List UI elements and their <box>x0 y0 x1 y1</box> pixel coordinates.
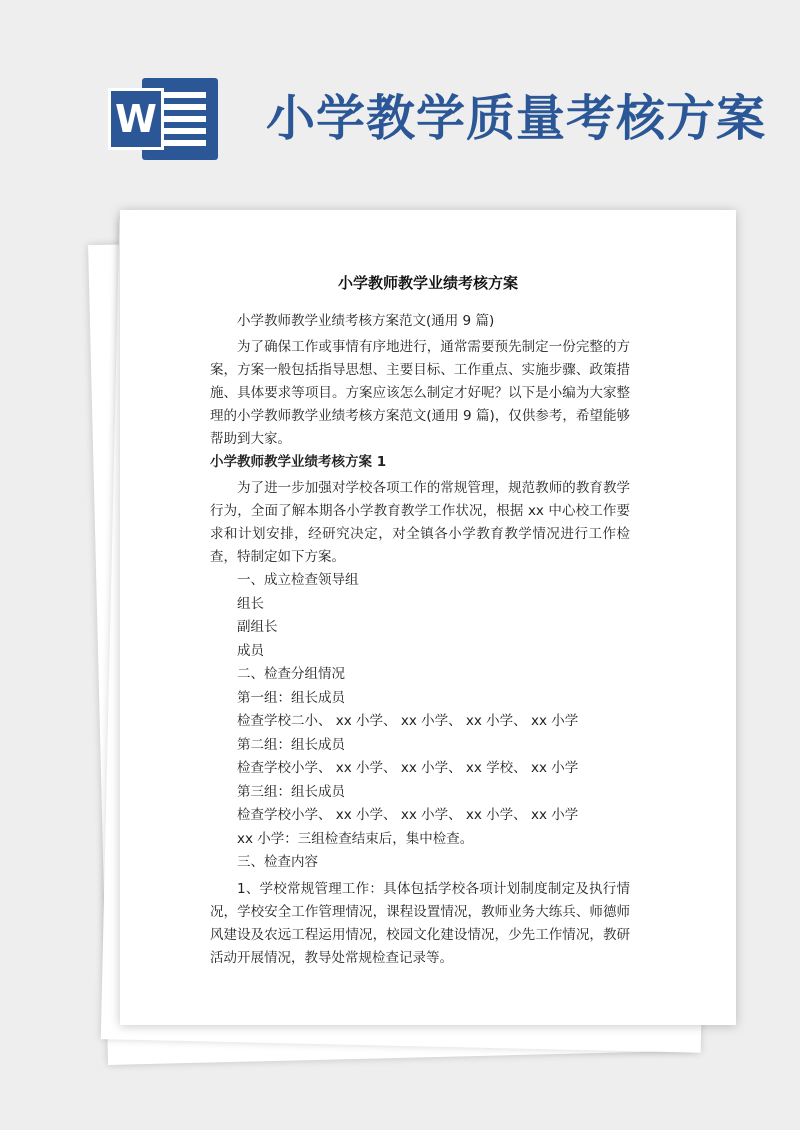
list-item: 二、检查分组情况 <box>237 666 345 682</box>
list-item: 第三组：组长成员 <box>237 783 345 800</box>
intro-paragraph: 为了确保工作或事情有序地进行，通常需要预先制定一份完整的方案，方案一般包括指导思想、主要目标、工作重点、实施步骤、政策措施、具体要求等项目。方案应该怎么制定才好呢？以下是小编为大家整理的小学教师教学业绩考核方案范文(通用 9 篇)，仅供参考，希望能够帮助到大家。 <box>210 339 630 447</box>
list-item: 第一组：组长成员 <box>237 689 345 706</box>
page-header <box>0 0 800 200</box>
section-paragraph: 为了进一步加强对学校各项工作的常规管理，规范教师的教育教学行为，全面了解本期各小学教育教学工作状况，根据 xx 中心校工作要求和计划安排，经研究决定，对全镇各小学教育教学情况进行工作检查，特制定如下方案。 <box>210 480 630 565</box>
list-item: 组长 <box>237 595 264 612</box>
list-item: xx 小学：三组检查结束后，集中检查。 <box>237 830 474 847</box>
list-item: 检查学校小学、 xx 小学、 xx 小学、 xx 学校、 xx 小学 <box>237 760 579 776</box>
list-item: 第二组：组长成员 <box>237 736 345 753</box>
document-page <box>120 210 736 1025</box>
list-item: 三、检查内容 <box>237 854 318 870</box>
list-item: 成员 <box>237 642 264 659</box>
document-subtitle: 小学教师教学业绩考核方案范文(通用 9 篇) <box>237 313 495 329</box>
list-item: 检查学校二小、 xx 小学、 xx 小学、 xx 小学、 xx 小学 <box>237 713 579 729</box>
section-heading: 小学教师教学业绩考核方案 1 <box>210 454 387 470</box>
document-title: 小学教师教学业绩考核方案 <box>337 274 518 292</box>
main-title: 小学教学质量考核方案 <box>266 89 767 147</box>
list-item: 检查学校小学、 xx 小学、 xx 小学、 xx 小学、 xx 小学 <box>237 807 579 823</box>
word-icon-letter: W <box>108 88 164 150</box>
list-item: 一、成立检查领导组 <box>237 572 359 588</box>
word-document-icon <box>108 78 218 160</box>
content-paragraph: 1、学校常规管理工作：具体包括学校各项计划制度制定及执行情况，学校安全工作管理情况，课程设置情况，教师业务大练兵、师德师风建设及农远工程运用情况，校园文化建设情况，少先工作情况，教研活动开展情况，教导处常规检查记录等。 <box>210 880 630 966</box>
list-item: 副组长 <box>237 619 278 635</box>
document-body <box>210 310 630 970</box>
